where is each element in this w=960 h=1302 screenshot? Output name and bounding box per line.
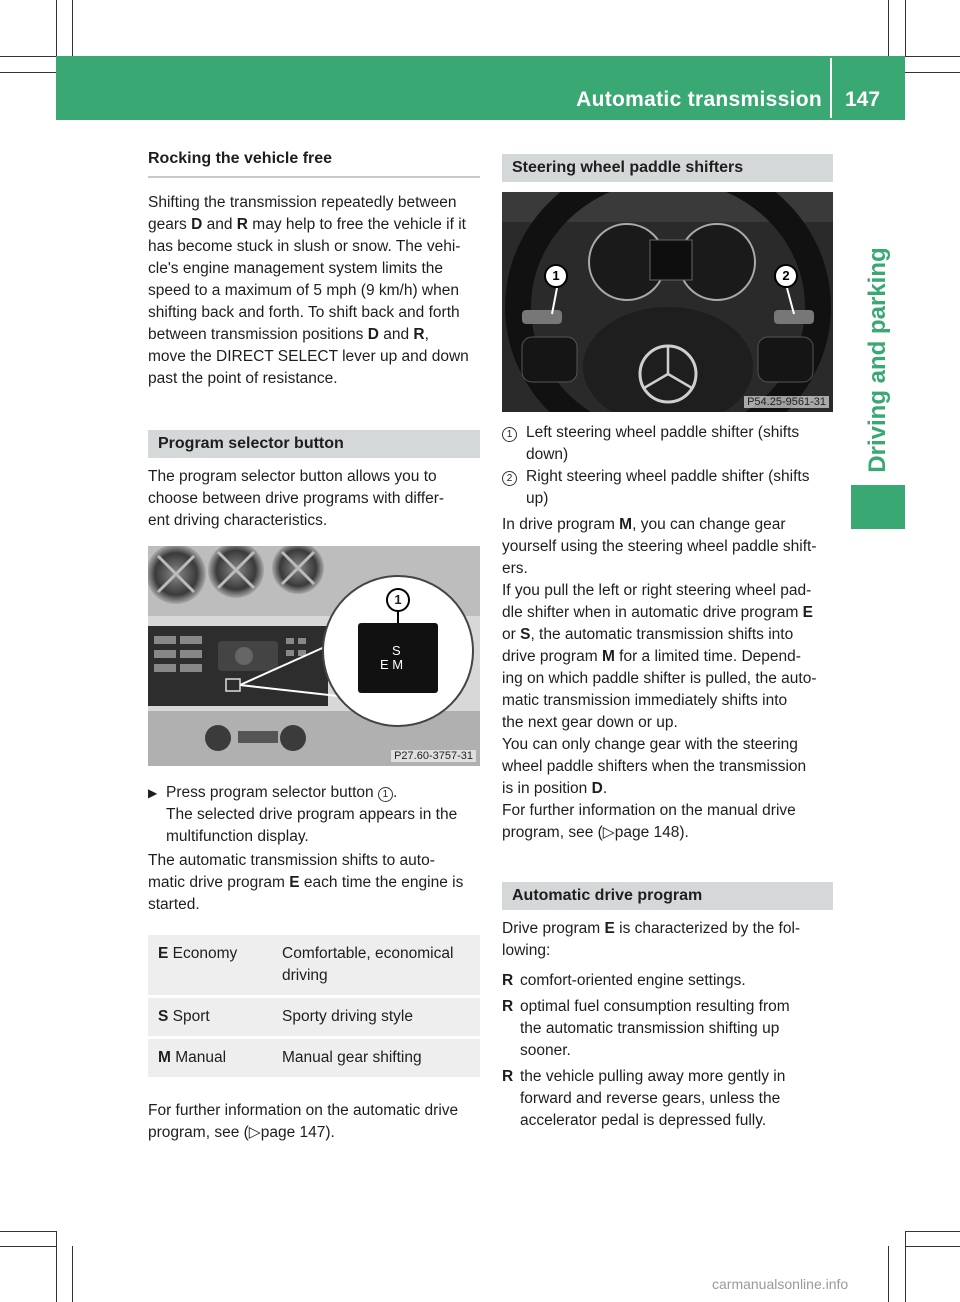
header-divider bbox=[830, 58, 832, 118]
section-heading-program-selector: Program selector button bbox=[148, 430, 480, 458]
crop-mark bbox=[56, 0, 57, 56]
paddle-text: For further information on the manual drive bbox=[502, 802, 796, 819]
paddle-text: In drive program M, you can change gear bbox=[502, 516, 786, 533]
rocking-line: past the point of resistance. bbox=[148, 370, 338, 387]
crop-mark bbox=[0, 1246, 56, 1247]
rocking-line: gears D and R may help to free the vehicle if it bbox=[148, 216, 466, 233]
program-description: Sporty driving style bbox=[272, 998, 480, 1036]
paddle-text: wheel paddle shifters when the transmission bbox=[502, 758, 807, 775]
crop-mark bbox=[56, 1231, 57, 1302]
paddle-text: If you pull the left or right steering wheel pad- bbox=[502, 582, 812, 599]
list-item: R the vehicle pulling away more gently in bbox=[502, 1066, 833, 1088]
crop-mark bbox=[72, 0, 73, 56]
legend-item: 1 Left steering wheel paddle shifter (shifts bbox=[502, 422, 833, 444]
auto-program-intro: lowing: bbox=[502, 942, 551, 959]
page-ref-link[interactable]: page 148). bbox=[614, 824, 689, 841]
further-info: program, see (▷page 147). bbox=[148, 1124, 335, 1141]
center-console-illustration bbox=[148, 546, 480, 766]
program-description: Manual gear shifting bbox=[272, 1039, 480, 1077]
paddle-text: yourself using the steering wheel paddle shift- bbox=[502, 538, 817, 555]
crop-mark bbox=[0, 56, 56, 57]
chapter-tab-marker bbox=[851, 485, 905, 529]
page-number: 147 bbox=[845, 88, 881, 111]
rocking-line: move the DIRECT SELECT lever up and down bbox=[148, 348, 469, 365]
rocking-line: Shifting the transmission repeatedly between bbox=[148, 194, 457, 211]
watermark: carmanualsonline.info bbox=[712, 1276, 849, 1292]
right-column bbox=[502, 154, 833, 1132]
program-description: Comfortable, economical driving bbox=[272, 935, 480, 995]
list-item: R comfort-oriented engine settings. bbox=[502, 970, 833, 992]
list-item-cont: sooner. bbox=[520, 1042, 571, 1059]
program-selector-button-label-s: S bbox=[392, 643, 401, 658]
callout-1: 1 bbox=[386, 588, 410, 612]
selector-note: matic drive program E each time the engine is bbox=[148, 874, 464, 891]
bullet-icon: R bbox=[502, 998, 514, 1015]
callout-ref-1: 1 bbox=[378, 787, 393, 802]
paddle-text: ers. bbox=[502, 560, 528, 577]
callout-ref-1: 1 bbox=[502, 427, 517, 442]
callout-2: 2 bbox=[774, 264, 798, 288]
page-ref-arrow-icon: ▷ bbox=[248, 1124, 261, 1141]
chapter-side-label: Driving and parking bbox=[864, 247, 891, 473]
selector-intro: The program selector button allows you to bbox=[148, 468, 437, 485]
bullet-icon: R bbox=[502, 1068, 514, 1085]
crop-mark bbox=[905, 1231, 960, 1232]
image-reference-id: P54.25-9561-31 bbox=[744, 396, 829, 408]
further-info: For further information on the automatic drive bbox=[148, 1102, 459, 1119]
selector-intro: ent driving characteristics. bbox=[148, 512, 328, 529]
image-reference-id: P27.60-3757-31 bbox=[391, 750, 476, 762]
table-row bbox=[148, 935, 480, 995]
crop-mark bbox=[905, 1231, 906, 1302]
page-ref-link[interactable]: page 147). bbox=[260, 1124, 335, 1141]
paddle-text: matic transmission immediately shifts into bbox=[502, 692, 788, 709]
table-row bbox=[148, 998, 480, 1036]
steering-wheel-illustration bbox=[502, 192, 833, 412]
list-item-cont: accelerator pedal is depressed fully. bbox=[520, 1112, 767, 1129]
rocking-line: has become stuck in slush or snow. The vehi- bbox=[148, 238, 461, 255]
page-section-title: Automatic transmission bbox=[576, 88, 822, 111]
legend-item: up) bbox=[526, 490, 549, 507]
section-heading-paddle-shifters: Steering wheel paddle shifters bbox=[502, 154, 833, 182]
callout-ref-2: 2 bbox=[502, 471, 517, 486]
crop-mark bbox=[72, 1246, 73, 1302]
crop-mark bbox=[905, 0, 906, 56]
left-column bbox=[148, 150, 480, 1144]
paddle-text: the next gear down or up. bbox=[502, 714, 678, 731]
rocking-line: between transmission positions D and R, bbox=[148, 326, 429, 343]
drive-programs-table bbox=[148, 932, 480, 1080]
list-item: R optimal fuel consumption resulting from bbox=[502, 996, 833, 1018]
legend-item: 2 Right steering wheel paddle shifter (shifts bbox=[502, 466, 833, 488]
section-heading-automatic-drive-program: Automatic drive program bbox=[502, 882, 833, 910]
instruction-arrow-icon: ▶ bbox=[148, 786, 158, 800]
paddle-text: program, see (▷page 148). bbox=[502, 824, 689, 841]
crop-mark bbox=[0, 72, 56, 73]
program-name: E Economy bbox=[148, 935, 272, 995]
selector-intro: choose between drive programs with differ- bbox=[148, 490, 445, 507]
crop-mark bbox=[0, 1231, 56, 1232]
auto-program-intro: Drive program E is characterized by the fol- bbox=[502, 920, 801, 937]
crop-mark bbox=[888, 0, 889, 56]
steering-wheel-photo bbox=[502, 192, 833, 412]
program-selector-button-label-em: E M bbox=[380, 657, 404, 672]
program-name: S Sport bbox=[148, 998, 272, 1036]
page-ref-arrow-icon: ▷ bbox=[602, 824, 615, 841]
instruction-result: multifunction display. bbox=[166, 828, 309, 845]
rocking-line: cle's engine management system limits the bbox=[148, 260, 444, 277]
list-item-cont: the automatic transmission shifting up bbox=[520, 1020, 780, 1037]
list-item-cont: forward and reverse gears, unless the bbox=[520, 1090, 781, 1107]
callout-1: 1 bbox=[544, 264, 568, 288]
crop-mark bbox=[905, 56, 960, 57]
legend-item: down) bbox=[526, 446, 569, 463]
rocking-line: speed to a maximum of 5 mph (9 km/h) when bbox=[148, 282, 459, 299]
paddle-text: ing on which paddle shifter is pulled, the auto- bbox=[502, 670, 817, 687]
instruction-result: The selected drive program appears in the bbox=[166, 806, 458, 823]
crop-mark bbox=[905, 1246, 960, 1247]
center-console-photo bbox=[148, 546, 480, 766]
paddle-text: or S, the automatic transmission shifts into bbox=[502, 626, 794, 643]
rocking-line: shifting back and forth. To shift back and forth bbox=[148, 304, 460, 321]
instruction-step: ▶ Press program selector button 1 . bbox=[148, 782, 480, 804]
paddle-text: dle shifter when in automatic drive program E bbox=[502, 604, 814, 621]
crop-mark bbox=[905, 72, 960, 73]
program-name: M Manual bbox=[148, 1039, 272, 1077]
table-row bbox=[148, 1039, 480, 1077]
selector-note: started. bbox=[148, 896, 200, 913]
selector-note: The automatic transmission shifts to auto- bbox=[148, 852, 435, 869]
crop-mark bbox=[888, 1246, 889, 1302]
paddle-text: is in position D. bbox=[502, 780, 608, 797]
paddle-text: You can only change gear with the steering bbox=[502, 736, 798, 753]
paddle-text: drive program M for a limited time. Depend- bbox=[502, 648, 801, 665]
section-heading-rocking: Rocking the vehicle free bbox=[148, 150, 480, 178]
bullet-icon: R bbox=[502, 972, 514, 989]
